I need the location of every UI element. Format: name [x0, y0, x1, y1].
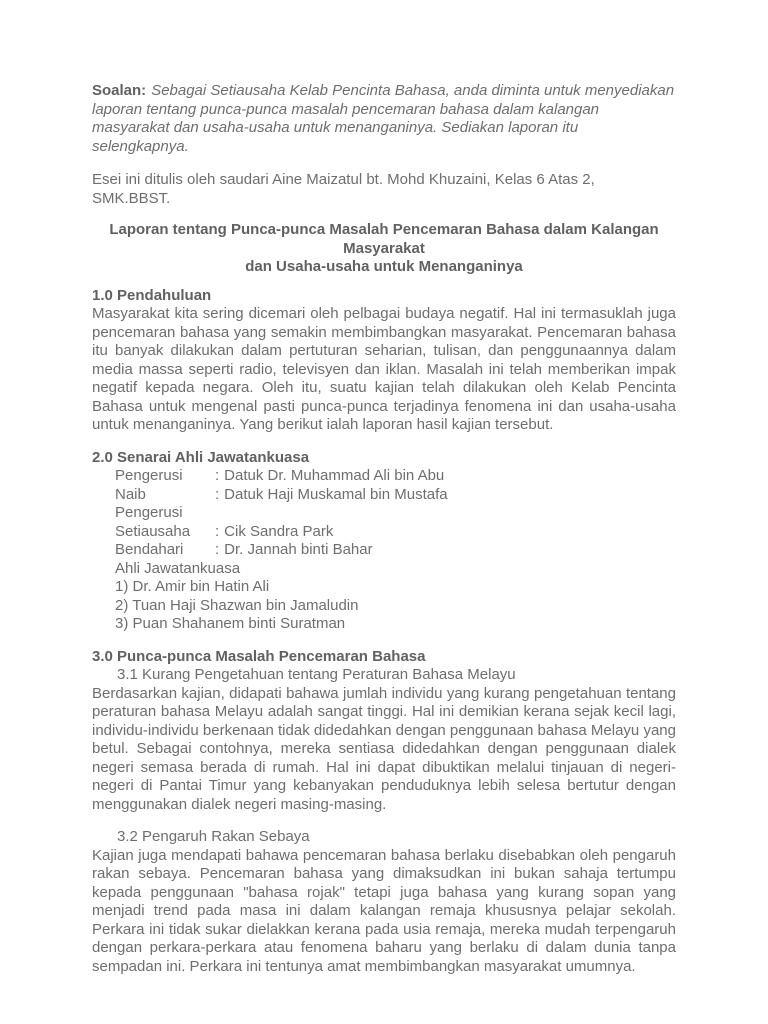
committee-role-label: Pengerusi — [115, 467, 183, 484]
committee-role-label: Bendahari — [115, 541, 184, 558]
committee-colon: : — [215, 467, 220, 484]
section-pendahuluan — [92, 287, 676, 435]
committee-member: 2) Tuan Haji Shazwan bin Jamaludin — [115, 596, 359, 614]
committee-list — [92, 467, 676, 634]
committee-row — [115, 541, 676, 560]
question-label: Soalan: — [92, 82, 147, 99]
section-3-heading: 3.0 Punca-punca Masalah Pencemaran Bahasa — [92, 647, 426, 665]
question-text: Sebagai Setiausaha Kelab Pencinta Bahasa, anda diminta untuk menyediakan laporan tentang punca-punca masalah pencemaran bahasa dalam kalangan masyarakat dan usaha-usaha untuk menanganinya. Sediakan laporan itu selengkapnya. — [92, 82, 675, 155]
committee-row — [115, 467, 676, 486]
committee-members-label: Ahli Jawatankuasa — [115, 559, 241, 577]
committee-role-label: Naib Pengerusi — [115, 485, 183, 521]
committee-role-label: Setiausaha — [115, 522, 191, 540]
subsection-3-2-body: Kajian juga mendapati bahawa pencemaran bahasa berlaku disebabkan oleh pengaruh rakan sebaya. Pencemaran bahasa yang dimaksudkan ini bukan sahaja tertumpu kepada penggunaan "bahasa rojak" tetapi juga bahasa yang kurang sopan yang menjadi trend pada masa ini dalam kalangan remaja khususnya pelajar sekolah. Perkara ini tidak sukar dielakkan kerana pada usia remaja, mereka mudah terpengaruh dengan perkara-perkara atau fenomena baharu yang berlaku di dalam dunia tanpa sempadan ini. Perkara ini tentunya amat membimbangkan masyarakat umumnya. — [92, 846, 676, 975]
report-title-line2: dan Usaha-usaha untuk Menanganinya — [245, 258, 523, 275]
question-paragraph — [92, 82, 676, 156]
subsection-3-1-body: Berdasarkan kajian, didapati bahawa jumlah individu yang kurang pengetahuan tentang peraturan bahasa Melayu adalah sangat tinggi. Hal ini demikian kerana sejak kecil lagi, individu-individu berkenaan tidak didedahkan dengan penggunaan bahasa Melayu yang betul. Sebagai contohnya, mereka sentiasa didedahkan dengan penggunaan dialek negeri semasa berada di rumah. Hal ini dapat dibuktikan melalui tinjauan di negeri-negeri di Pantai Timur yang kebanyakan penduduknya lebih selesa bertutur dengan menggunakan dialek negeri masing-masing. — [92, 684, 676, 813]
committee-officer-name: Datuk Dr. Muhammad Ali bin Abu — [224, 467, 445, 484]
committee-row — [115, 523, 676, 542]
subsection-3-1-heading: 3.1 Kurang Pengetahuan tentang Peraturan Bahasa Melayu — [117, 666, 516, 683]
section-1-heading: 1.0 Pendahuluan — [92, 286, 212, 304]
committee-member: 1) Dr. Amir bin Hatin Ali — [115, 578, 270, 595]
report-title — [92, 221, 676, 277]
committee-member: 3) Puan Shahanem binti Suratman — [115, 615, 346, 632]
section-1-body: Masyarakat kita sering dicemari oleh pelbagai budaya negatif. Hal ini termasuklah juga pencemaran bahasa yang semakin membimbangkan masyarakat. Pencemaran bahasa itu banyak dilakukan dalam pertuturan seharian, tulisan, dan penggunaannya dalam media massa seperti radio, televisyen dan iklan. Masalah ini telah memberikan impak negatif kepada negara. Oleh itu, suatu kajian telah dilakukan oleh Kelab Pencinta Bahasa untuk mengenal pasti punca-punca terjadinya fenomena ini dan usaha-usaha untuk menanganinya. Yang berikut ialah laporan hasil kajian tersebut. — [92, 305, 676, 433]
committee-row — [115, 486, 676, 523]
subsection-3-2-heading: 3.2 Pengaruh Rakan Sebaya — [117, 828, 310, 845]
committee-officer-name: Cik Sandra Park — [224, 522, 334, 540]
committee-officer-name: Datuk Haji Muskamal bin Mustafa — [224, 485, 448, 503]
author-note: Esei ini ditulis oleh saudari Aine Maizatul bt. Mohd Khuzaini, Kelas 6 Atas 2, SMK.BBST. — [92, 171, 595, 207]
committee-colon: : — [215, 522, 220, 540]
committee-colon: : — [215, 541, 220, 558]
section-2-heading: 2.0 Senarai Ahli Jawatankuasa — [92, 448, 310, 466]
section-jawatankuasa — [92, 449, 676, 634]
committee-colon: : — [215, 485, 220, 503]
committee-officer-name: Dr. Jannah binti Bahar — [224, 541, 373, 558]
report-title-line1: Laporan tentang Punca-punca Masalah Pencemaran Bahasa dalam Kalangan Masyarakat — [109, 221, 659, 257]
section-punca-punca — [92, 648, 676, 977]
